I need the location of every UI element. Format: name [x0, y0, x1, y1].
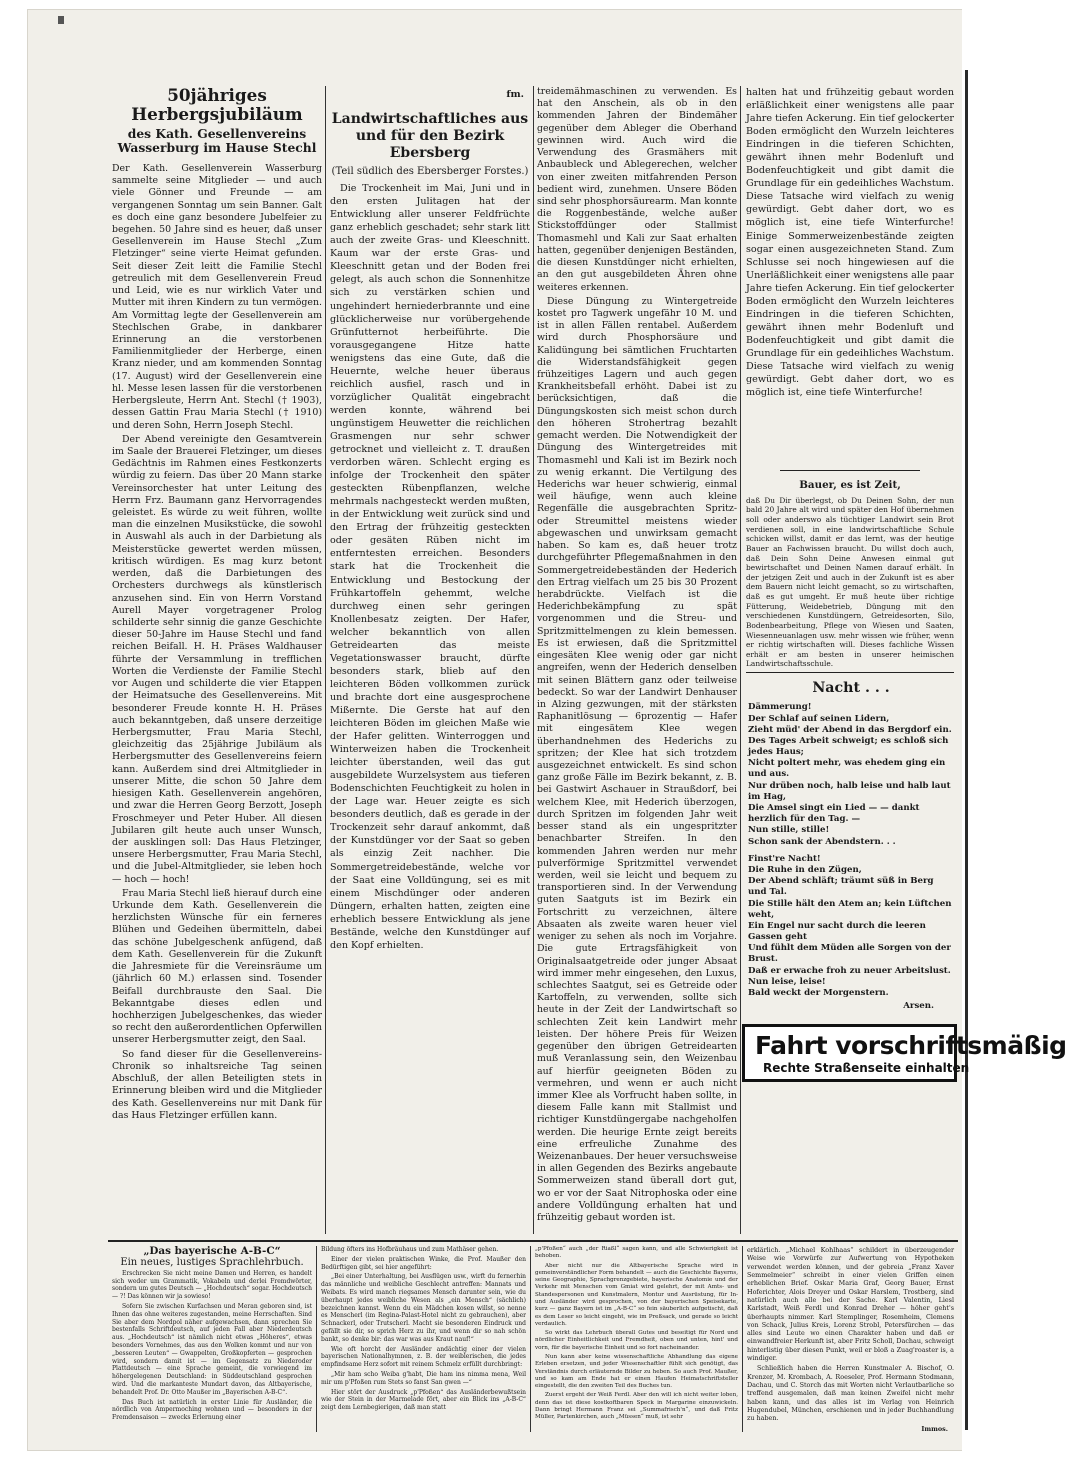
- article-subtitle: (Teil südlich des Ebersberger Forstes.): [331, 166, 529, 178]
- poem-line: Ein Engel nur sacht durch die leeren Gassen geht: [748, 920, 926, 943]
- poem-line: Der Schlaf auf seinen Lidern,: [748, 713, 890, 724]
- poem-signature: Arsen.: [903, 1001, 934, 1012]
- ad-headline: Fahrt vorschriftsmäßig: [755, 1031, 1067, 1060]
- poem-line: Zieht müd' der Abend in das Bergdorf ein.: [748, 724, 952, 735]
- paragraph: erklärlich. „Michael Kohlhaas“ schildert in überzeugender Weise wie Vorwürfe zur Aufwertung von Hypotheken verwendet werden können, und der gebreia „Franz Xaver Semmelmeier“ schreibt in einer vielen Griffen einen erheblichen Brief. Oskar Maria Graf, Georg Bauer, Ernst Hoferichter, Alois Dreyer und Oskar Harslem, Trostberg, sind natürlich auch alle bei der Sache. Karl Valentin, Liesl Karlstadt, Weiß Ferdl und Konrad Dreher — höher geht's überhaupts nimmer. Karl Stemplinger, Rosemheim, Clemens von Schack, Julius Kreis, Lorenz Strobl, Petersfürchen — das alles sind Leute wo einen Charakter haben und daß er einwandfreier Herkunft ist, aber Fritz Scholl, Dachau, schweigt hinterlistig über diesen Punkt, weil er bloß a Zuag'roaster is, a windiger.: [747, 1246, 954, 1363]
- traffic-safety-ad: [742, 1024, 1067, 1082]
- article-title: 50jähriges Herbergsjubiläum: [131, 85, 303, 125]
- article-title: Bauer, es ist Zeit,: [799, 479, 901, 491]
- paragraph: Sofern Sie zwischen Kurfachsen und Meran geboren sind, ist Ihnen das ohne weiteres zugestanden, meine Herrschaften. Sind Sie aber dem Nordpol näher aufgewachsen, dann sprechen Sie bestenfalls Schriftdeutsch, auf jeden Fall aber Niederdeutsch aus. „Hochdeutsch“ ist nämlich nicht etwas „Höheres“, etwas besonders Vornehmes, das aus den Wolken kommt und nur von „besseren Leuten“ — Gwappelten, Großkopferten — gesprochen wird, sondern damit ist — im Gegensatz zu Niederoder Plattdeutsch — eine Sprache gemeint, die vorwiegend im höhergelegenen Deutschland: in Süddeutschland gesprochen wird. Und die markanteste Mundart davon, das Altbayerische, behandelt Prof. Dr. Otto Maußer im „Bayerischen A-B-C“.: [112, 1302, 312, 1396]
- scan-right-margin: [962, 0, 1000, 1459]
- paragraph: Die Trockenheit im Mai, Juni und in den ersten Julitagen hat der Entwicklung aller unserer Feldfrüchte ganz erheblich geschadet; sehr stark litt auch der zweite Gras- und Kleeschnitt. Kaum war der erste Gras- und Kleeschnitt getan und der Boden frei gelegt, als auch schon die Sonnenhitze sich zu verstärken schien und ungehindert herniederbrannte und eine glücklicherweise nur vorübergehende Grünfutternot herbeiführte. Die vorausgegangene Hitze hatte wenigstens das eine Gute, daß die Heuernte, welche heuer überaus reichlich ausfiel, rasch und in vorzüglicher Qualität eingebracht werden konnte, während bei ungünstigem Heuwetter die reichlichen Grasmengen nur sehr schwer getrocknet und vielleicht z. T. draußen verdorben wären. Schlecht erging es infolge der Trockenheit den später gesteckten Rübenpflanzen, welche mehrmals nachgesteckt werden mußten, in der Entwicklung weit zurück sind und den Ertrag der frühzeitig gesteckten oder gesäten Rüben nicht im entferntesten erreichen. Besonders stark hat die Trockenheit die Entwicklung und Bestockung der Frühkartoffeln gehemmt, welche durchweg einen sehr geringen Knollenbesatz zeigten. Der Hafer, welcher bekanntlich von allen Getreidearten das meiste Vegetationswasser braucht, dürfte besonders stark, blieb auf den leichteren Böden vollkommen zurück und brachte dort eine ausgesprochene Mißernte. Die Gerste hat auf den leichteren Böden im gleichen Maße wie der Hafer gelitten. Winterroggen und Winterweizen haben die Trockenheit leichter überstanden, weil das gut ausgebildete Wurzelsystem aus tieferen Bodenschichten Feuchtigkeit zu holen in der Lage war. Heuer zeigte es sich besonders deutlich, daß es gerade in der Trockenzeit sehr darauf ankommt, daß der Kunstdünger vor der Saat so geben als einzig Zeit nachher. Die Sommergetreidebestände, welche vor der Saat eine Volldüngung, sei es mit einem Mischdünger oder anderen Düngern, erhalten hatten, zeigten eine erheblich bessere Entwicklung als jene Bestände, welche den Kunstdünger auf den Kopf erhielten.: [330, 183, 530, 951]
- poem-line: Nicht poltert mehr, was ehedem ging ein und aus.: [748, 758, 946, 780]
- paragraph: Einer der vielen praktischen Winke, die Prof. Maußer den Bedürftigen gibt, sei hier angeführt:: [321, 1255, 526, 1271]
- poem-line: Der Abend schläft; träumt süß in Berg und Tal.: [748, 876, 934, 898]
- paragraph: Frau Maria Stechl ließ hierauf durch eine Urkunde dem Kath. Gesellenverein die herzlichsten Wünsche für ein ferneres Blühen und Gedeihen übermitteln, dabei das schöne Jubelgeschenk anfügend, daß dem Kath. Gesellenverein für die Zukunft die Jahresmiete für die Vereinsräume um (jährlich 60 M.) erlassen sind. Tosender Beifall durchbrauste den Saal. Die Bekanntgabe dieses edlen und hochherzigen Jubelgeschenkes, das wieder so recht den außerordentlichen Opferwillen unserer Herbergsmutter zeigt, den Saal.: [112, 887, 322, 1046]
- paragraph: daß Du Dir überlegst, ob Du Deinen Sohn, der nun bald 20 Jahre alt wird und später den Hof übernehmen soll oder anderswo als tüchtiger Landwirt sein Brot verdienen soll, in eine landwirtschaftliche Schule schicken willst, damit er das lernt, was der heutige Bauer an Fachwissen braucht. Du willst doch auch, daß Dein Sohn Deine Anwesen einmal gut bewirtschaftet und Deinen Namen darauf erhält. In der jetzigen Zeit und auch in der Zukunft ist es aber dem Bauern nicht leicht gemacht, so zu wirtschaften, daß es gut umgeht. Er muß heute über richtige Fütterung, Weidebetrieb, Düngung mit den verschiedenen Kunstdüngern, Getreidesorten, Silo, Bodenbearbeitung, Pflege von Wiesen und Saaten, Wiesenneuanlagen usw. mehr wissen wie früher, wenn er richtig wirtschaften will. Dieses fachliche Wissen erhält er am besten in unserer heimischen Landwirtschaftsschule.: [746, 495, 954, 669]
- article-title: „Das bayerische A-B-C“: [143, 1245, 281, 1257]
- article-bauer-es-ist-zeit: [746, 480, 954, 670]
- paragraph: Der Kath. Gesellenverein Wasserburg sammelte seine Mitglieder — und auch viele Gönner und Freunde — am vergangenen Sonntag um sein Banner. Galt es doch eine ganz besondere Jubelfeier zu begehen. 50 Jahre sind es heuer, daß unser Gesellenverein im Hause Stechl „Zum Fletzinger“ seine vierte Heimat gefunden. Seit dieser Zeit leitt die Familie Stechl getreulich mit dem Gesellenverein Freud und Leid, wie es nur wirklich Vater und Mutter mit ihren Kindern zu tun vermögen. Am Vormittag legte der Gesellenverein am Stechlschen Grabe, in dankbarer Erinnerung an die verstorbenen Familienmitglieder der Herberge, einen Kranz nieder, und am kommenden Sonntag (17. August) wird der Gesellenverein eine hl. Messe lesen lassen für die verstorbenen Herbergsleute, Herrn Ant. Stechl († 1903), dessen Gattin Frau Maria Stechl († 1910) und deren Sohn, Herrn Joseph Stechl.: [112, 162, 322, 431]
- article-bayerisches-abc-col2: [321, 1246, 526, 1432]
- paragraph: Bildung öfters ins Hofbräuhaus und zum Mathäser gehen.: [321, 1246, 499, 1253]
- poem-line: Daß er erwache froh zu neuer Arbeitslust.: [748, 965, 951, 976]
- paragraph: Der Abend vereinigte den Gesamtverein im Saale der Brauerei Fletzinger, um dieses Gedächtnis im Rahmen eines Festkonzerts würdig zu feiern. Das über 20 Mann starke Vereinsorchester hat unter Leitung des Herrn Frz. Baumann ganz Hervorragendes geleistet. Es würde zu weit führen, wollte man die einzelnen Musikstücke, die sowohl in Auswahl als auch in der Darbietung als Meisterstücke gewertet werden müssen, kritisch würdigen. Es mag kurz betont werden, daß die Darbietungen des Orchesters durchwegs als künstlerisch anzusehen sind. Ein von Herrn Vorstand Aurell Mayer vorgetragener Prolog schilderte sehr sinnig die ganze Geschichte dieser 50-Jahre im Hause Stechl und fand reichen Beifall. H. H. Präses Waldhauser führte der Versammlung in trefflichen Worten die Verdienste der Familie Stechl vor Augen und schilderte die vier Etappen der Heimatsuche des Gesellenvereins. Mit besonderer Freude konnte H. H. Präses auch bekanntgeben, daß unsere derzeitige Herbergsmutter, Frau Maria Stechl, gleichzeitig das 25jährige Jubiläum als Herbergsmutter des Gesellenvereins feiern kann. Außerdem sind drei Altmitglieder in unserer Mitte, die schon 50 Jahre dem hiesigen Kath. Gesellenverein angehören, und zwar die Herren Georg Berzott, Joseph Froschmeyer und Peter Huber. All diesen Jubilaren gilt heute auch unser Wunsch, der ausklingen soll: Das Haus Fletzinger, unsere Herbergsmutter, Frau Maria Stechl, und die Jubel-Altmitglieder, sie leben hoch — hoch — hoch!: [112, 433, 322, 885]
- paragraph: Diese Düngung zu Wintergetreide kostet pro Tagwerk ungefähr 10 M. und ist in allen Fällen rentabel. Außerdem wird durch Phosphorsäure und Kalidüngung bei sämtlichen Fruchtarten die Widerstandsfähigkeit gegen frühzeitiges Lagern und auch gegen Krankheitsbefall erhöht. Dabei ist zu berücksichtigen, daß die Düngungskosten sich meist schon durch den höheren Strohertrag bezahlt gemacht werden. Die Notwendigkeit der Düngung des Wintergetreides mit Thomasmehl und Kali ist im Bezirk noch zu wenig erkannt. Die Vertilgung des Hederichs war heuer schwierig, einmal weil häufige, wenn auch kleine Regenfälle die ausgebrachten Spritz- oder Streumittel meistens wieder abgewaschen und unwirksam gemacht haben. So kam es, daß heuer trotz durchgeführter Pflegemaßnahmen in den Sommergetreidebeständen der Hederich den Ertrag vielfach um 25 bis 30 Prozent herabdrückte. Vielfach ist die Hederichbekämpfung zu spät vorgenommen und die Streu- und Spritzmittelmengen zu klein bemessen. Es ist erwiesen, daß die Spritzmittel eingesäten Klee wenig oder gar nicht angreifen, wenn der Hederich denselben mit seinen Blättern ganz oder teilweise bedeckt. So war der Landwirt Denhauser in Alzing gezwungen, mit der stärksten Raphanitlösung — 6prozentig — Hafer mit eingesätem Klee wegen überhandnehmen des Hederichs zu spritzen; der Klee hat sich trotzdem ausgezeichnet entwickelt. Es sind schon ganz große Fälle im Bezirk bekannt, z. B. bei Gastwirt Aschauer in Straußdorf, bei welchem Klee, mit Hederich überzogen, durch Spritzen im folgenden Jahr weit besser stand als ein ungespritzter benachbarter Streifen. In den kommenden Jahren werden nur mehr pulverförmige Spritzmittel verwendet werden, weil sie leicht und bequem zu transportieren sind. In der Verwendung guten Saatguts ist im Bezirk ein Fortschritt zu verzeichnen, ältere Absaaten als zweite waren heuer viel weniger zu sehen als noch im Vorjahre. Die gute Ertragsfähigkeit von Originalsaatgetreide oder junger Absaat wird immer mehr eingesehen, den Luxus, schlechtes Saatgut, sei es Getreide oder Kartoffeln, zu verwenden, sollte sich heute in der Zeit der Landwirtschaft so schlechten Zeit kein Landwirt mehr leisten. Der höhere Preis für Weizen gegenüber den übrigen Getreidearten muß Veranlassung sein, den Weizenbau auf hierfür geeigneten Böden zu vermehren, und wenn er auch nicht immer Klee als Vorfrucht haben sollte, in diesem Falle kann mit Stallmist und richtiger Kunstdüngergabe nachgeholfen werden. Die heurige Ernte zeigt bereits eine erfreuliche Zunahme des Weizenanbaues. Der heuer versuchsweise in allen Gegenden des Bezirks angebaute Sommerweizen stand überall dort gut, wo er vor der Saat Nitrophoska oder eine andere Volldüngung erhalten hat und frühzeitig gebaut worden ist.: [537, 295, 737, 1224]
- article-title: Landwirtschaftliches aus und für den Bezirk Ebersberg: [331, 111, 529, 162]
- section-rule: [746, 672, 954, 673]
- poem-line: Nur drüben noch, halb leise und halb laut im Hag,: [748, 780, 951, 802]
- poem-line: Die Ruhe in den Zügen,: [748, 864, 862, 875]
- poem-line: Nun stille, stille!: [748, 825, 830, 836]
- paragraph: Zuerst ergeht der Weiß Ferdl. Aber den will ich nicht weiter loben, denn das ist diese kostkoftbaren Speck in Margarine einzuwickeln. Dann bringt Hermann Franz sei „Summafrisch'n“, und daß Fritz Müller, Partenkirchen, auch „Müssen“ muß, ist sehr: [535, 1392, 738, 1421]
- article-landwirtschaftliches-end: [746, 86, 954, 466]
- paragraph: treidemähmaschinen zu verwenden. Es hat den Anschein, als ob in den kommenden Jahren der Bindemäher gegenüber dem Ableger die Oberhand gewinnen wird. Auch wird die Verwendung des Grasmähers mit Anbaubleck und Ablegerechen, welcher von einer zweiten mitfahrenden Person bedient wird, zunehmen. Unsere Böden sind sehr phosphorsäurearm. Man konnte die Roggenbestände, welche außer Stickstoffdünger oder Stallmist Thomasmehl und Kali zur Saat erhalten hatten, gegenüber denjenigen Beständen, die diesen Kunstdünger nicht erhielten, an den gut ausgebildeten Ähren ohne weiteres erkennen.: [537, 86, 737, 293]
- article-signature: Immos.: [921, 1424, 948, 1433]
- article-herbergsjubilaeum: [112, 86, 322, 1234]
- paragraph: halten hat und frühzeitig gebaut worden erläßlichkeit einer wenigstens alle paar Jahre tiefen Ackerung. Ein tief gelockerter Boden ermöglicht den Wurzeln leichteres Eindringen in die tieferen Schichten, gewährt ihnen mehr Bodenluft und Bodenfeuchtigkeit und gibt damit die Grundlage für ein gedeihliches Wachstum. Diese Tatsache wird vielfach zu wenig gewürdigt. Gebt daher dort, wo es möglich ist, eine tiefe Winterfurche! Einige Sommerweizenbestände zeigten sogar einen ausgezeichneten Stand. Zum Schlusse sei noch hingewiesen auf die Unerläßlichkeit einer wenigstens alle paar Jahre tiefen Ackerung. Ein tief gelockerter Boden ermöglicht den Wurzeln leichteres Eindringen in die tieferen Schichten, gewährt ihnen mehr Bodenluft und Bodenfeuchtigkeit und gibt damit die Grundlage für ein gedeihliches Wachstum. Diese Tatsache wird vielfach zu wenig gewürdigt. Gebt daher dort, wo es möglich ist, eine tiefe Winterfurche!: [746, 87, 954, 399]
- column-rule: [325, 86, 326, 1234]
- poem-line: Dämmerung!: [748, 702, 812, 713]
- paragraph: „p'Pfoßen“ auch „der Riaßl“ sagen kann, und alle Schwierigkeit ist behoben.: [535, 1246, 738, 1260]
- paragraph: Hier stört der Ausdruck „p'Pfoßen“ das Ausländerbewußtsein wie der Stein in der Marmelade fört, aber ein Blick ins „A-B-C“ zeigt dem Lernbegierigen, daß man statt: [321, 1388, 526, 1412]
- paragraph: „Bei einer Unterhaltung, bei Ausflügen usw., wirft du fernerhin das männliche und weibliche Geschlecht antreffen: Mannats und Weibats. Es wird manch riegsames Mensch darunter sein, wie du überhaupt jedes weibliche Wesen als „ein Mensch“ (sächlich) bezeichnen kannst. Wenn du ein Mädchen kosen willst, so nenne es Menscherl (im Regina-Palast-Hotel nicht zu gebrauchen), aber Schnackerl, oder Trutscherl. Macht sie besonderen Eindruck und gefällt sie dir, so sprich Herz zu ihr, und wenn dir so nah schön bankt, so denke bir: das war was aus Kraut nauf!“: [321, 1273, 526, 1343]
- section-rule: [780, 470, 920, 471]
- paragraph: Nun kann aber keine wissenschaftliche Abhandlung das eigene Erleben ersetzen, und jeder Wissenschaftler fühlt sich genötigt, das Verständnis durch erläuternde Bilder zu heben. So auch Prof. Maußer, und so kam am Ende hat er einen Haufen Heimatschriftsteller eingestellt, die den zweiten Teil des Buches tun.: [535, 1353, 738, 1390]
- poem-line: Nun leise, leise!: [748, 976, 826, 987]
- poem-line: Und fühlt dem Müden alle Sorgen von der Brust.: [748, 943, 951, 965]
- poem-line: Die Amsel singt ein Lied — — dankt herzlich für den Tag. —: [748, 803, 920, 825]
- column-rule: [742, 1246, 743, 1432]
- poem-line: Schon sank der Abendstern. . .: [748, 836, 896, 847]
- scan-mark: [58, 16, 64, 24]
- article-bayerisches-abc-col3: [535, 1246, 738, 1432]
- poem-line: Bald weckt der Morgenstern.: [748, 988, 889, 999]
- poem-title: Nacht . . .: [812, 680, 890, 696]
- paragraph: So wirkt das Lehrbuch überall Gutes und beseitigt für Nord und nördlicher Einheitlichkeit und Fremdheit, oben und unten, hint' und vorn, für die bayerische Einheit und so fort nacheinander.: [535, 1330, 738, 1351]
- article-bayerisches-abc: [112, 1246, 312, 1432]
- article-landwirtschaftliches: [330, 86, 530, 1234]
- paragraph: So fand dieser für die Gesellenvereins-Chronik so inhaltsreiche Tag seinen Abschluß, der allen Beteiligten stets in Erinnerung bleiben wird und die Mitglieder des Kath. Gesellenvereins nur mit Dank für das Haus Fletzinger erfüllen kann.: [112, 1048, 322, 1121]
- article-bayerisches-abc-col4: [747, 1246, 954, 1432]
- paragraph: Erschrecken Sie nicht meine Damen und Herren, es handelt sich weder um Grammatik, Vokabeln und derlei Fremdwörter, sondern um gutes Deutsch — „Hochdeutsch“ sogar. Hochdeutsch — ?! Das können wir ja sowieso!: [112, 1269, 312, 1301]
- section-divider: [108, 1240, 958, 1242]
- column-rule: [533, 86, 534, 1234]
- binding-edge: [965, 70, 968, 1430]
- poem-nacht: [748, 680, 954, 1016]
- ad-tagline: Rechte Straßenseite einhalten: [763, 1061, 970, 1075]
- article-signature: fm.: [506, 89, 524, 100]
- paragraph: Wie oft horcht der Ausländer andächtig einer der vielen bayerischen Nationalhymnen, z. B. der weiblerischen, die jedes empfindsame Herz sofort mit reinem Schmelz erfüllt durchbringt:: [321, 1345, 526, 1369]
- poem-line: Des Tages Arbeit schweigt; es schloß sich jedes Haus;: [748, 735, 949, 758]
- column-rule: [316, 1246, 317, 1432]
- poem-line: Finst're Nacht!: [748, 853, 821, 864]
- column-rule: [740, 86, 741, 1234]
- paragraph: Das Buch ist natürlich in erster Linie für Ausländer, die nördlich von Ampermoching wohnen und — besonders in der Fremdensaison — zwecks Erlernung einer: [112, 1398, 312, 1422]
- paragraph: Aber nicht nur die Altbayerische Sprache wird in gemeinverständlicher Form behandelt — auch die Geschichte Bayerns, seine Geographie, Sprachgrenzgebiete, bayerische Anatomie und der Verkehr mit Menschen vom Gmiat wird gelehrt, der mit Amts- und Standespersonen und Kunstmalern, Montur und Ausrüstung, für In- und Ausländer wird gesprochen, von der bayerischen Speisekarte, kurz — ganz Bayern ist im „A-B-C“ so fein säuberlich aufgetischt, daß es dem Leser so leicht eingeht, wie im Preßsack, und gerade so leicht verdaulich.: [535, 1262, 738, 1327]
- paragraph: „Mir ham scho Weiba g'habt, Die ham ins nimma mena, Weil mir um p'Pfoßen rum Stets so fanst San gwen —“: [321, 1370, 526, 1386]
- column-rule: [530, 1246, 531, 1432]
- article-landwirtschaftliches-continued: [537, 86, 737, 1234]
- poem-line: Die Stille hält den Atem an; kein Lüftchen weht,: [748, 898, 952, 920]
- article-subtitle: Ein neues, lustiges Sprachlehrbuch.: [120, 1256, 304, 1268]
- article-subtitle: des Kath. Gesellenvereins Wasserburg im Hause Stechl: [117, 125, 317, 155]
- paragraph: Schließlich haben die Herren Kunstmaler A. Bischof, O. Krenzer, M. Krombach, A. Roeseler, Prof. Hermann Stodmann, Dachau, und C. Storch das mit Worten nicht Verlautbarliche so treffend ausgemalen, daß man keinen Zweifel nicht mehr haben kann, und das alles ist im Verlag von Heinrich Hugendubel, München, erschienen und in jeder Buchhandlung zu haben.: [747, 1364, 954, 1423]
